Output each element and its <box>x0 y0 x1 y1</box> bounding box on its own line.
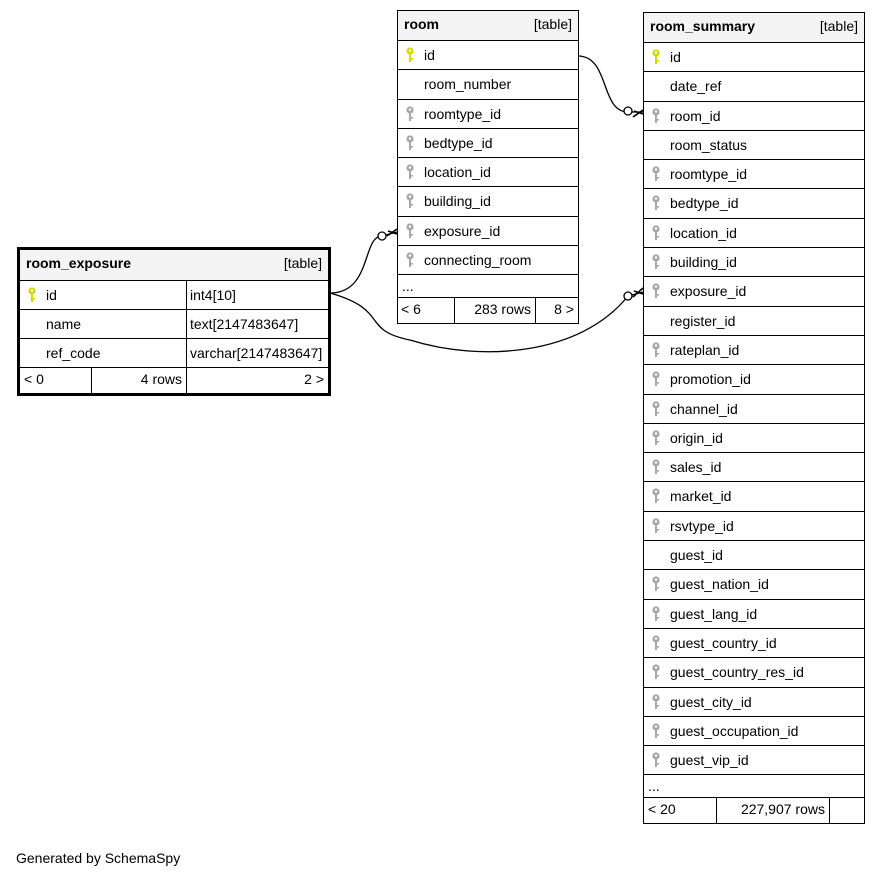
column-name: guest_city_id <box>670 693 752 710</box>
column-name: room_status <box>670 136 748 153</box>
column-name: guest_vip_id <box>670 752 749 769</box>
column-name: exposure_id <box>670 283 747 300</box>
column-name: bedtype_id <box>670 195 739 212</box>
column-name: building_id <box>424 193 491 210</box>
more-columns[interactable]: ... <box>644 775 864 798</box>
table-type-tag: [table] <box>533 16 572 32</box>
column-type: int4[10] <box>190 287 236 303</box>
column-type: text[2147483647] <box>190 316 299 332</box>
zero-cardinality-marker <box>378 232 386 240</box>
relationship-exposure-id-to-room-exposure-id[interactable] <box>330 232 397 293</box>
column-name: guest_country_id <box>670 634 777 651</box>
zero-cardinality-marker <box>624 107 632 115</box>
column-name: guest_country_res_id <box>670 664 804 681</box>
column-name: ref_code <box>46 345 101 361</box>
column-name: name <box>46 316 82 332</box>
column-name: id <box>424 47 435 63</box>
child-count[interactable]: 2 > <box>304 371 324 387</box>
column-name: roomtype_id <box>424 105 502 122</box>
column-name: sales_id <box>670 459 722 476</box>
table-type-tag: [table] <box>819 18 858 34</box>
parent-count[interactable]: < 6 <box>401 301 421 318</box>
column-name: guest_nation_id <box>670 576 769 593</box>
column-name: guest_id <box>670 547 723 564</box>
more-columns[interactable]: ... <box>398 275 578 298</box>
column-name: location_id <box>424 164 491 181</box>
column-type: varchar[2147483647] <box>190 345 323 361</box>
column-name: rateplan_id <box>670 341 740 358</box>
column-name: roomtype_id <box>670 166 748 183</box>
column-name: connecting_room <box>424 252 532 269</box>
column-name: guest_occupation_id <box>670 722 799 739</box>
column-name: id <box>46 287 57 303</box>
table-name: room <box>404 16 439 32</box>
row-count: 283 rows <box>474 301 531 318</box>
column-name: origin_id <box>670 429 723 446</box>
zero-cardinality-marker <box>624 292 632 300</box>
table-name: room_exposure <box>26 255 132 271</box>
column-name: market_id <box>670 488 732 505</box>
row-count: 227,907 rows <box>740 801 825 818</box>
relationship-room-id-to-summary-room-id[interactable] <box>578 56 643 112</box>
column-name: bedtype_id <box>424 134 493 151</box>
column-name: building_id <box>670 254 737 271</box>
generated-by-credit: Generated by SchemaSpy <box>16 850 181 866</box>
table-type-tag: [table] <box>283 255 322 271</box>
column-name: guest_lang_id <box>670 605 758 622</box>
child-count[interactable]: 8 > <box>554 301 574 318</box>
relationship-exposure-id-to-summary-exposure-id[interactable] <box>330 292 643 352</box>
column-name: exposure_id <box>424 222 501 239</box>
column-name: channel_id <box>670 400 738 417</box>
column-name: promotion_id <box>670 371 751 388</box>
column-name: register_id <box>670 312 736 329</box>
column-name: location_id <box>670 224 737 241</box>
column-name: date_ref <box>670 78 722 95</box>
column-name: rsvtype_id <box>670 517 734 534</box>
column-name: room_id <box>670 107 721 124</box>
many-crowfoot-marker <box>633 110 643 117</box>
column-name: room_number <box>424 76 512 93</box>
table-name: room_summary <box>650 18 756 34</box>
parent-count[interactable]: < 0 <box>24 371 44 387</box>
parent-count[interactable]: < 20 <box>648 801 676 818</box>
row-count: 4 rows <box>140 371 182 387</box>
column-name: id <box>670 49 681 65</box>
